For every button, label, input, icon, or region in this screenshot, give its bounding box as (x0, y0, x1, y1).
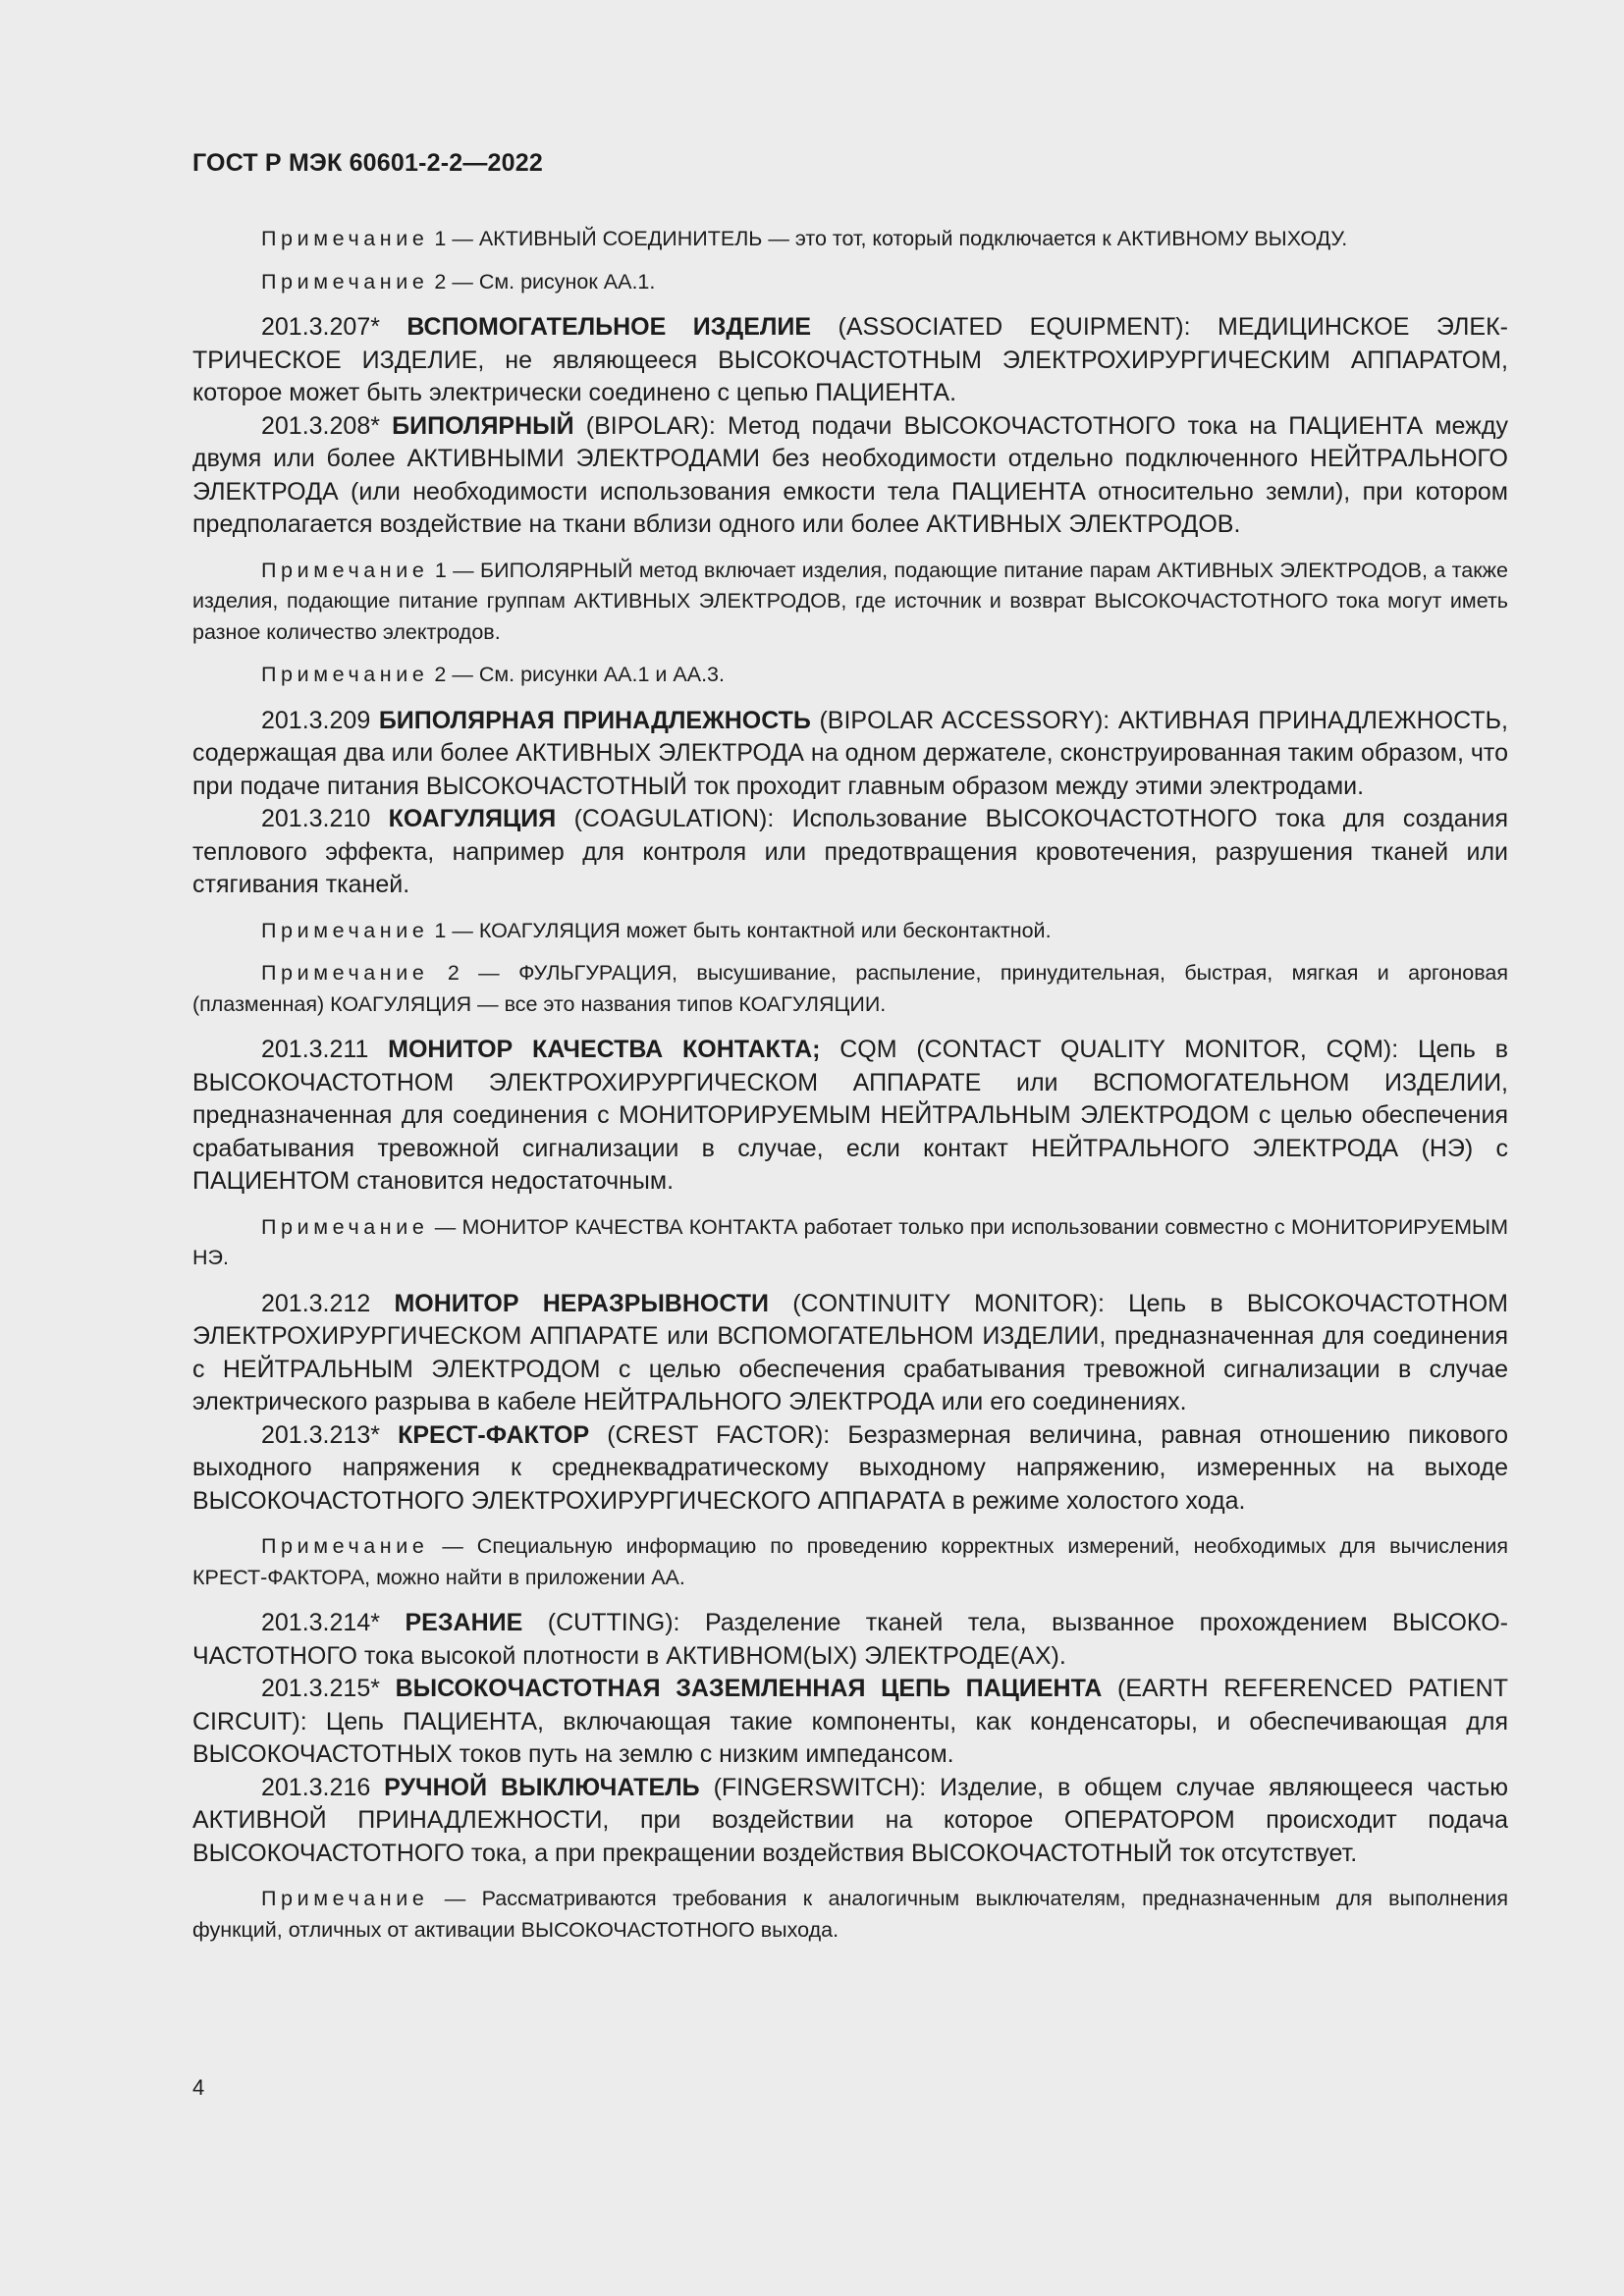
definition-212 (192, 1288, 1508, 1419)
definition-term: ВЫСОКОЧАСТОТНАЯ ЗАЗЕМЛЕННАЯ ЦЕПЬ ПАЦИЕНТА (395, 1675, 1103, 1702)
definition-text: (CUTTING): Разделение тканей тела, вызванное прохождением ВЫСОКОЧАСТОТНОГО тока высокой плотности в АКТИВНОМ(ЫХ) ЭЛЕКТРОДЕ(АХ). (192, 1609, 1508, 1670)
definition-208 (192, 410, 1508, 542)
note-label: Примечание (261, 269, 429, 294)
definition-term: МОНИТОР НЕРАЗРЫВНОСТИ (394, 1289, 770, 1317)
note-label: Примечание (261, 918, 429, 942)
definition-216 (192, 1772, 1508, 1871)
definition-text: (CONTINUITY MONITOR): Цепь в ВЫСОКОЧАСТОТНОМ ЭЛЕКТРОХИРУРГИЧЕСКОМ АППАРАТЕ или ВСПОМОГАТЕЛЬНОМ ИЗДЕЛИИ, предназначенная для соединения с НЕЙТРАЛЬНЫМ ЭЛЕКТРОДОМ с целью обеспечения срабатывания тревожной сигнализации в случае электрического разрыва в кабеле НЕЙТРАЛЬНОГО ЭЛЕКТРОДА или его соединениях. (192, 1289, 1508, 1415)
note-text: — АКТИВНЫЙ СОЕДИНИТЕЛЬ — это тот, который подключается к АКТИВНОМУ ВЫХОДУ. (446, 227, 1348, 250)
definition-text: (FINGERSWITCH): Изделие, в общем случае являющееся частью АКТИВНОЙ ПРИНАДЛЕЖНОСТИ, при воздействии на которое ОПЕРАТОРОМ происходит подача ВЫСОКОЧАСТОТНОГО тока, а при прекращении воздействия ВЫСОКОЧАСТОТНЫЙ ток отсутствует. (192, 1773, 1508, 1867)
note (192, 556, 1508, 649)
definition-term: КРЕСТ-ФАКТОР (398, 1420, 590, 1449)
definition-term: ВСПОМОГАТЕЛЬНОЕ ИЗДЕЛИЕ (406, 313, 812, 341)
document-body (192, 224, 1508, 1946)
definition-213 (192, 1419, 1508, 1519)
definition-207 (192, 311, 1508, 410)
note (192, 224, 1508, 255)
definition-term: КОАГУЛЯЦИЯ (388, 805, 557, 832)
definition-number: 201.3.210 (261, 805, 389, 832)
definition-number: 201.3.211 (261, 1036, 389, 1063)
definition-number: 201.3.212 (261, 1289, 395, 1317)
note-text: — БИПОЛЯРНЫЙ метод включает изделия, подающие питание парам АКТИВНЫХ ЭЛЕКТРОДОВ, а также изделия, подающие питание группам АКТИВНЫХ ЭЛЕКТРОДОВ, где источник и возврат ВЫСОКОЧАСТОТНОГО тока могут иметь разное количество электродов. (192, 558, 1508, 644)
definition-text: CQM (CONTACT QUALITY MONITOR, CQM): Цепь в ВЫСОКОЧАСТОТНОМ ЭЛЕКТРОХИРУРГИЧЕСКОМ АППАРАТЕ или ВСПОМОГАТЕЛЬНОМ ИЗДЕЛИИ, предназначенная для соединения с МОНИТОРИРУЕМЫМ НЕЙТРАЛЬНЫМ ЭЛЕКТРОДОМ с целью обеспечения срабатывания тревожной сигнализации в случае, если контакт НЕЙТРАЛЬНОГО ЭЛЕКТРОДА (НЭ) с ПАЦИЕНТОМ становится недостаточным. (192, 1036, 1509, 1195)
note (192, 958, 1508, 1020)
definition-209 (192, 705, 1508, 804)
definition-term: БИПОЛЯРНЫЙ (392, 411, 574, 440)
note-text: — ФУЛЬГУРАЦИЯ, высушивание, распыление, принудительная, быстрая, мягкая и аргоновая (плазменная) КОАГУЛЯЦИЯ — все это названия типов КОАГУЛЯЦИИ. (192, 961, 1508, 1016)
definition-number: 201.3.216 (261, 1773, 385, 1801)
note-text: — КОАГУЛЯЦИЯ может быть контактной или бесконтактной. (446, 918, 1052, 942)
note (192, 916, 1508, 947)
note-label: Примечание (261, 663, 429, 686)
definition-number: 201.3.214* (261, 1609, 406, 1636)
note-label: Примечание (261, 1887, 429, 1910)
definition-text: (CREST FACTOR): Безразмерная величина, равная отношению пикового выходного напряжения к среднеквадратическому выходному напряжению, измеренных на выходе ВЫСОКОЧАСТОТНОГО ЭЛЕКТРОХИРУРГИЧЕСКОГО АППАРАТА в режиме холостого хода. (192, 1420, 1508, 1515)
definition-text: (BIPOLAR ACCESSORY): АКТИВНАЯ ПРИНАДЛЕЖНОСТЬ, содержащая два или более АКТИВНЫХ ЭЛЕКТРОДА на одном держателе, сконструированная таким образом, что при подаче питания ВЫСОКОЧАСТОТНЫЙ ток проходит главным образом между этими электродами. (192, 706, 1508, 800)
definition-term: РУЧНОЙ ВЫКЛЮЧАТЕЛЬ (384, 1773, 700, 1801)
note-label: Примечание (261, 1534, 429, 1558)
definition-term: РЕЗАНИЕ (405, 1609, 523, 1636)
note (192, 1531, 1508, 1593)
note-label: Примечание (261, 558, 429, 582)
note (192, 1884, 1508, 1946)
note-text: — Рассматриваются требования к аналогичным выключателям, предназначенным для выполнения функций, отличных от активации ВЫСОКОЧАСТОТНОГО выхода. (192, 1887, 1508, 1942)
note-number: 1 (428, 227, 447, 250)
note-number: 1 (428, 918, 447, 942)
definition-211 (192, 1034, 1508, 1199)
definition-text: (EARTH REFERENCED PATIENT CIRCUIT): Цепь ПАЦИЕНТА, включающая такие компоненты, как конденсаторы, и обеспечивающая для ВЫСОКОЧАСТОТНЫХ токов путь на землю с низким импедансом. (192, 1675, 1508, 1768)
note-number: 2 (428, 663, 447, 686)
definition-term: МОНИТОР КАЧЕСТВА КОНТАКТА; (388, 1036, 821, 1063)
note-label: Примечание (261, 227, 429, 250)
definition-number: 201.3.207* (261, 313, 407, 341)
note (192, 267, 1508, 298)
note (192, 660, 1508, 691)
note-label: Примечание (261, 961, 429, 985)
note-text: — См. рисунки АА.1 и АА.3. (446, 663, 725, 686)
note-number: 2 (428, 269, 447, 294)
definition-215 (192, 1673, 1508, 1772)
definition-number: 201.3.215* (261, 1675, 396, 1702)
definition-number: 201.3.209 (261, 706, 379, 734)
definition-term: БИПОЛЯРНАЯ ПРИНАДЛЕЖНОСТЬ (378, 706, 811, 734)
note-label: Примечание (261, 1214, 429, 1239)
definition-text: (BIPOLAR): Метод подачи ВЫСОКОЧАСТОТНОГО тока на ПАЦИЕНТА между двумя или более АКТИВНЫМИ ЭЛЕКТРОДАМИ без необходимости отдельно подключенного НЕЙТРАЛЬНОГО ЭЛЕКТРОДА (или необходимости использования емкости тела ПАЦИЕНТА относительно земли), при котором предполагается воздействие на ткани вблизи одного или более АКТИВНЫХ ЭЛЕКТРОДОВ. (192, 411, 1508, 538)
definition-number: 201.3.208* (261, 411, 393, 440)
note-text: — См. рисунок АА.1. (446, 269, 656, 294)
definition-text: (COAGULATION): Использование ВЫСОКОЧАСТОТНОГО тока для создания теплового эффекта, например для контроля или предотвращения кровотечения, разрушения тканей или стягивания тканей. (192, 805, 1508, 898)
note (192, 1212, 1508, 1274)
definition-text: (ASSOCIATED EQUIPMENT): МЕДИЦИНСКОЕ ЭЛЕКТРИЧЕСКОЕ ИЗДЕЛИЕ, не являющееся ВЫСОКОЧАСТОТНЫМ ЭЛЕКТРОХИРУРГИЧЕСКИМ АППАРАТОМ, которое может быть электрически соединено с цепью ПАЦИЕНТА. (192, 313, 1508, 406)
note-number: 1 (428, 558, 447, 582)
definition-number: 201.3.213* (261, 1420, 399, 1449)
note-number: 2 (428, 961, 460, 985)
definition-214 (192, 1607, 1508, 1673)
note-text: — Специальную информацию по проведению корректных измерений, необходимых для вычисления КРЕСТ-ФАКТОРА, можно найти в приложении АА. (192, 1534, 1508, 1589)
document-header: ГОСТ Р МЭК 60601-2-2—2022 (192, 149, 543, 177)
definition-210 (192, 803, 1508, 902)
note-text: — МОНИТОР КАЧЕСТВА КОНТАКТА работает только при использовании совместно с МОНИТОРИРУЕМЫМ НЭ. (192, 1214, 1508, 1269)
page-number: 4 (192, 2075, 205, 2100)
